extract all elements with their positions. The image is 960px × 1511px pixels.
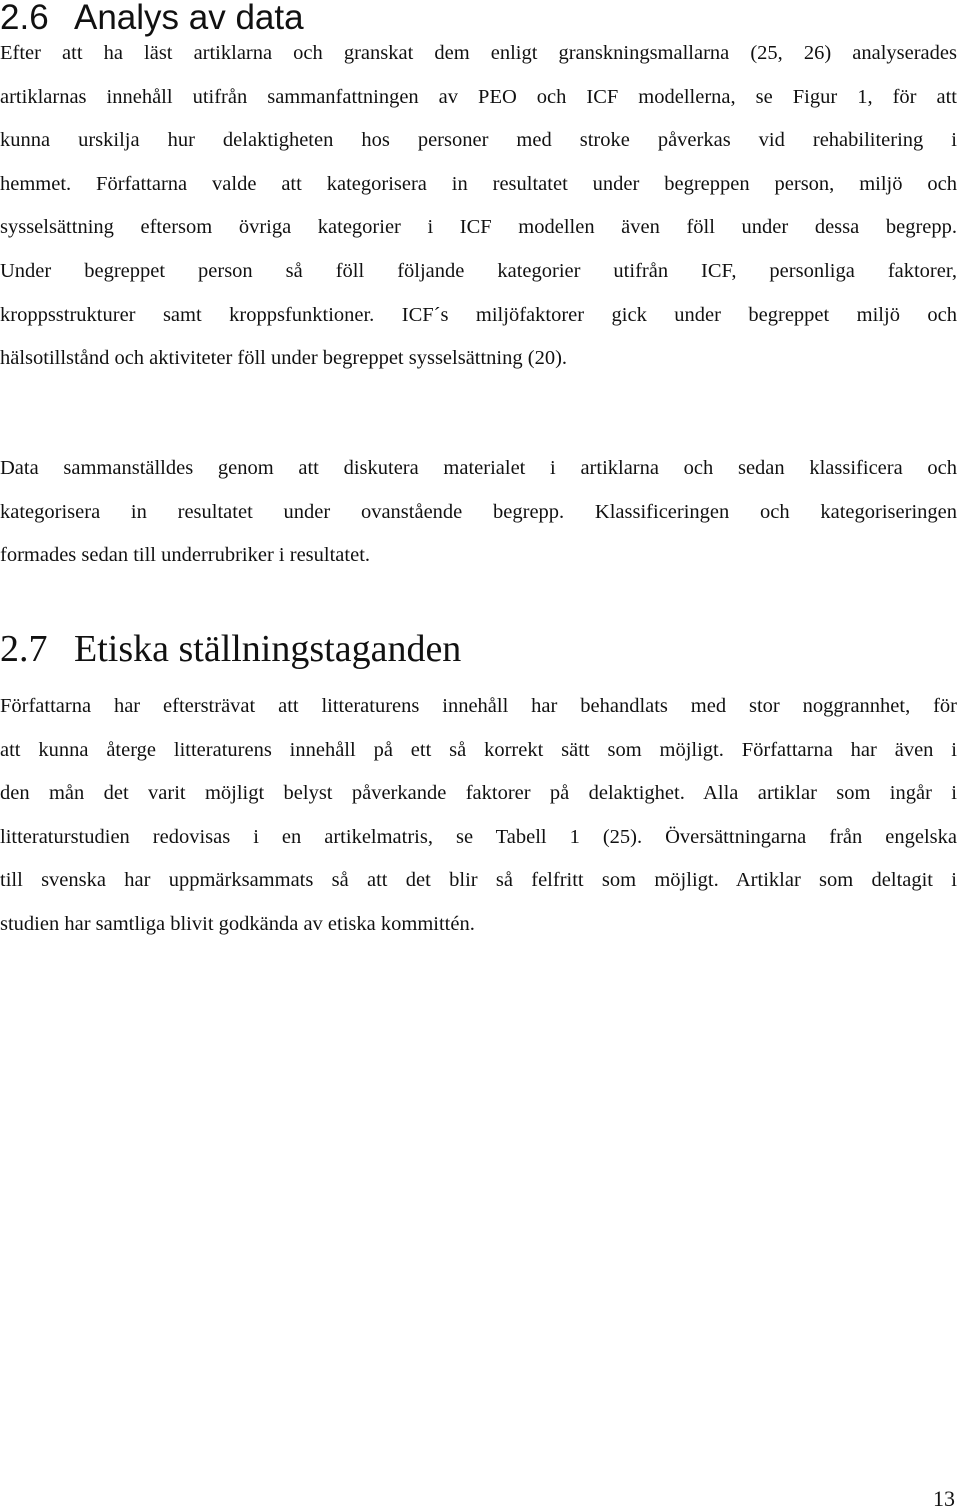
text-line: Data sammanställdes genom att diskutera materialet i artiklarna och sedan klassificera och bbox=[0, 457, 957, 479]
text-line: formades sedan till underrubriker i resultatet. bbox=[0, 544, 371, 567]
text-line: litteraturstudien redovisas i en artikelmatris, se Tabell 1 (25). Översättningarna från engelska bbox=[0, 825, 957, 848]
text-line: till svenska har uppmärksammats så att det blir så felfritt som möjligt. Artiklar som deltagit i bbox=[0, 869, 957, 892]
text-line: att kunna återge litteraturens innehåll på ett så korrekt sätt som möjligt. Författarna har även i bbox=[0, 738, 957, 761]
paragraph-analys-av-data-2 bbox=[0, 447, 957, 578]
section-number: 2.7 bbox=[0, 628, 48, 670]
section-title: Etiska ställningstaganden bbox=[74, 628, 462, 670]
text-line: artiklarnas innehåll utifrån sammanfattningen av PEO och ICF modellerna, se Figur 1, för att bbox=[0, 85, 957, 108]
text-line: kunna urskilja hur delaktigheten hos personer med stroke påverkas vid rehabilitering i bbox=[0, 129, 957, 152]
section-heading-2-6 bbox=[0, 0, 304, 35]
text-line: sysselsättning eftersom övriga kategorier i ICF modellen även föll under dessa begrepp. bbox=[0, 216, 957, 239]
text-line: Efter att ha läst artiklarna och granskat dem enligt granskningsmallarna (25, 26) analyserades bbox=[0, 42, 957, 64]
paragraph-etiska-stallningstaganden bbox=[0, 685, 957, 947]
text-line: Under begreppet person så föll följande kategorier utifrån ICF, personliga faktorer, bbox=[0, 259, 957, 282]
page-number: 13 bbox=[933, 1486, 955, 1511]
text-line: Författarna har eftersträvat att litteraturens innehåll har behandlats med stor noggrannhet, för bbox=[0, 695, 957, 717]
text-line: hemmet. Författarna valde att kategorisera in resultatet under begreppen person, miljö och bbox=[0, 172, 957, 195]
text-line: kroppsstrukturer samt kroppsfunktioner. ICF´s miljöfaktorer gick under begreppet miljö och bbox=[0, 303, 957, 326]
text-line: hälsotillstånd och aktiviteter föll under begreppet sysselsättning (20). bbox=[0, 347, 568, 370]
paragraph-analys-av-data-1 bbox=[0, 32, 957, 381]
section-title: Analys av data bbox=[74, 0, 304, 37]
section-heading-2-7 bbox=[0, 630, 461, 668]
text-line: studien har samtliga blivit godkända av etiska kommittén. bbox=[0, 912, 475, 935]
section-number: 2.6 bbox=[0, 0, 49, 37]
text-line: den mån det varit möjligt belyst påverkande faktorer på delaktighet. Alla artiklar som ingår i bbox=[0, 782, 957, 805]
text-line: kategorisera in resultatet under ovanstående begrepp. Klassificeringen och kategoriseringen bbox=[0, 500, 957, 523]
